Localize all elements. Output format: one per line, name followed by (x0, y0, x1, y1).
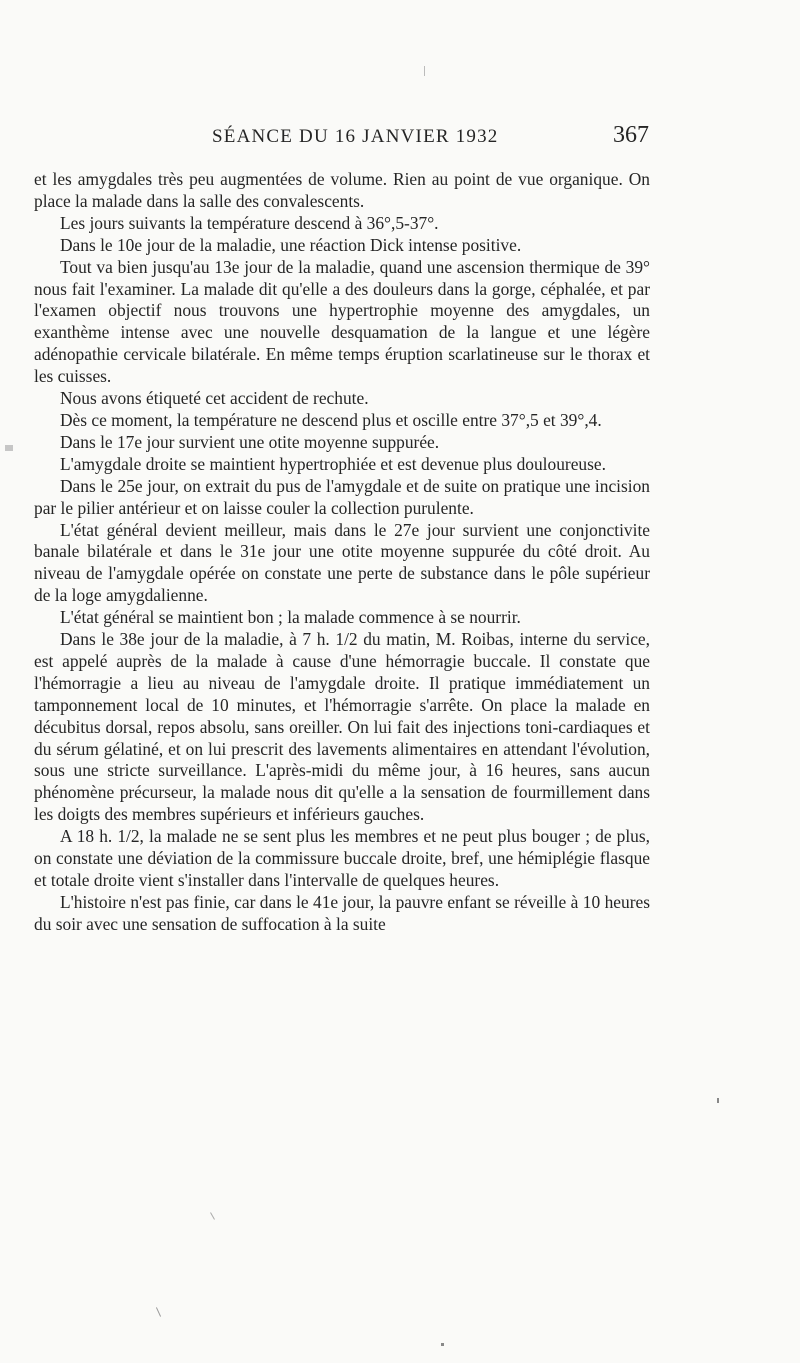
scan-speck (441, 1343, 444, 1346)
paragraph: et les amygdales très peu augmentées de volume. Rien au point de vue organique. On place la malade dans la salle des convalescents. (34, 169, 650, 211)
paragraph: Tout va bien jusqu'au 13e jour de la maladie, quand une ascension thermique de 39° nous fait l'examiner. La malade dit qu'elle a des douleurs dans la gorge, céphalée, et par l'examen objectif nous trouvons une hypertrophie moyenne des amygdales, un exanthème intense avec une nouvelle desquamation de la langue et une légère adénopathie cervicale bilatérale. En même temps éruption scarlatineuse sur le thorax et les cuisses. (34, 256, 650, 387)
running-header (0, 118, 800, 158)
paragraph: A 18 h. 1/2, la malade ne se sent plus les membres et ne peut plus bouger ; de plus, on constate une déviation de la commissure buccale droite, bref, une hémiplégie flasque et totale droite vient s'installer dans l'intervalle de quelques heures. (34, 826, 650, 890)
paragraph: L'histoire n'est pas finie, car dans le 41e jour, la pauvre enfant se réveille à 10 heures du soir avec une sensation de suffocation à la suite (34, 891, 650, 934)
paragraph: Dans le 10e jour de la maladie, une réaction Dick intense positive. (60, 234, 522, 255)
paragraph: Dans le 17e jour survient une otite moyenne suppurée. (60, 431, 440, 452)
paragraph: Nous avons étiqueté cet accident de rechute. (60, 388, 369, 409)
paragraph: Dans le 25e jour, on extrait du pus de l'amygdale et de suite on pratique une incision par le pilier antérieur et on laisse couler la collection purulente. (34, 475, 650, 518)
paragraph: L'état général se maintient bon ; la malade commence à se nourrir. (60, 607, 521, 628)
scan-speck (156, 1307, 161, 1316)
scan-speck (424, 66, 425, 76)
paragraph: L'état général devient meilleur, mais dans le 27e jour survient une conjonctivite banale bilatérale et dans le 31e jour une otite moyenne suppurée du côté droit. Au niveau de l'amygdale opérée on constate une perte de substance dans le pôle supérieur de la loge amygdalienne. (34, 519, 650, 606)
paragraph: Les jours suivants la température descend à 36°,5-37°. (60, 212, 439, 233)
scan-speck (210, 1212, 215, 1219)
scan-speck (5, 445, 13, 451)
paragraph: L'amygdale droite se maintient hypertrophiée et est devenue plus douloureuse. (60, 453, 606, 474)
paragraph: Dans le 38e jour de la maladie, à 7 h. 1/2 du matin, M. Roibas, interne du service, est appelé auprès de la malade à cause d'une hémorragie buccale. Il constate que l'hémorragie a lieu au niveau de l'amygdale droite. Il pratique immédiatement un tamponnement local de 10 minutes, et l'hémorragie s'arrête. On place la malade en décubitus dorsal, repos absolu, sans oreiller. On lui fait des injections toni-cardiaques et du sérum gélatiné, et on lui prescrit des lavements alimentaires en attendant l'évolution, sous une stricte surveillance. L'après-midi du même jour, à 16 heures, sans aucun phénomène précurseur, la malade nous dit qu'elle a la sensation de fourmillement dans les doigts des membres supérieurs et inférieurs gauches. (34, 629, 650, 825)
scan-speck (717, 1098, 719, 1103)
page-number: 367 (613, 122, 649, 148)
paragraph: Dès ce moment, la température ne descend plus et oscille entre 37°,5 et 39°,4. (60, 409, 602, 430)
running-title: SÉANCE DU 16 JANVIER 1932 (212, 126, 499, 147)
body-text (34, 169, 650, 936)
